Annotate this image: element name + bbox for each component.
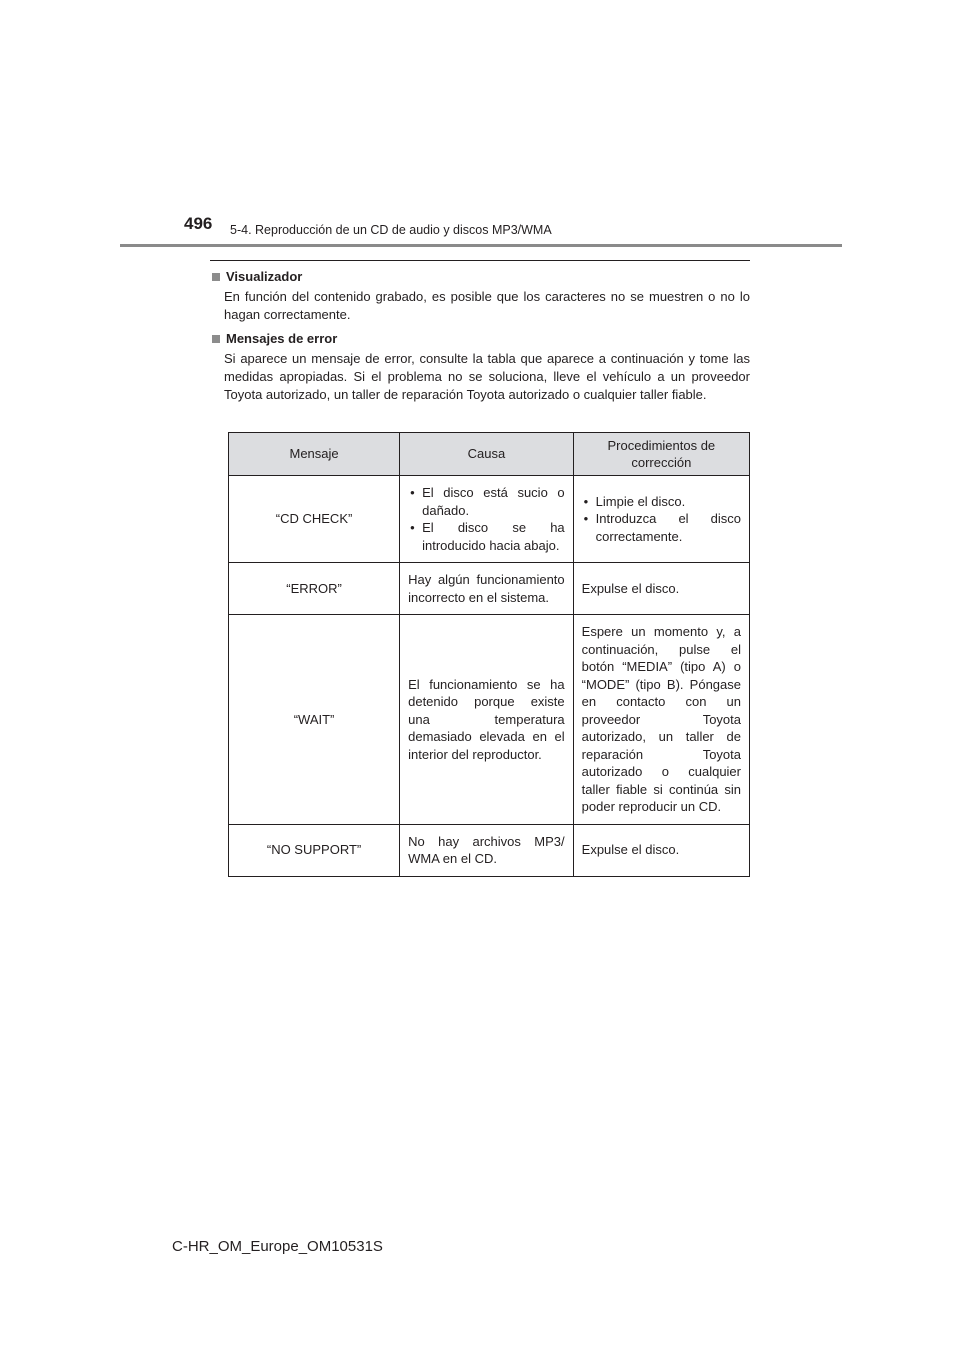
fix-cell: Expulse el disco. — [573, 824, 749, 876]
cause-item: • El disco está sucio o dañado. — [408, 484, 565, 519]
errores-section — [210, 330, 750, 404]
table-header-row — [229, 433, 750, 476]
visualizador-text: En función del contenido grabado, es posible que los caracteres no se muestren o no lo hagan correctamente. — [224, 289, 750, 322]
cause-cell: Hay algún funcionamiento incorrecto en el sistema. — [400, 563, 574, 615]
square-bullet-icon — [212, 273, 220, 281]
cause-item: • El disco se ha introducido hacia abajo. — [408, 519, 565, 554]
fix-cell: Espere un momento y, a continuación, pulse el botón “MEDIA” (tipo A) o “MODE” (tipo B). Póngase en contacto con un proveedor Toyota autorizado, un taller de reparación Toyota autorizado o cualquier taller fiable si continúa sin poder reproducir un CD. — [573, 615, 749, 825]
table-row — [229, 476, 750, 563]
square-bullet-icon — [212, 335, 220, 343]
header-mensaje: Mensaje — [229, 433, 400, 476]
page-number: 496 — [184, 214, 213, 233]
header-procedimientos: Procedimientos de corrección — [573, 433, 749, 476]
fix-item: • Limpie el disco. — [582, 493, 741, 511]
cause-cell: No hay archivos MP3/ WMA en el CD. — [400, 824, 574, 876]
table-row — [229, 615, 750, 825]
message-cell: “ERROR” — [229, 563, 400, 615]
visualizador-heading — [210, 268, 750, 286]
fix-cell — [573, 476, 749, 563]
visualizador-section — [210, 268, 750, 324]
error-messages-table — [228, 432, 750, 877]
errores-heading — [210, 330, 750, 348]
cause-cell: El funcionamiento se ha detenido porque existe una temperatura demasiado elevada en el interior del reproductor. — [400, 615, 574, 825]
section-title: 5-4. Reproducción de un CD de audio y discos MP3/WMA — [230, 223, 552, 237]
fix-cell: Expulse el disco. — [573, 563, 749, 615]
content-divider — [210, 260, 750, 261]
errores-title: Mensajes de error — [226, 331, 338, 346]
table-row — [229, 563, 750, 615]
fix-item: • Introduzca el disco correctamente. — [582, 510, 741, 545]
message-cell: “WAIT” — [229, 615, 400, 825]
header-divider — [120, 244, 842, 247]
message-cell: “CD CHECK” — [229, 476, 400, 563]
errores-text: Si aparece un mensaje de error, consulte la tabla que aparece a continuación y tome las medidas apropiadas. Si el problema no se soluciona, lleve el vehículo a un proveedor Toyota autorizado, un taller de reparación Toyota autorizado o cualquier taller fiable. — [224, 351, 750, 402]
table-row — [229, 824, 750, 876]
document-code: C-HR_OM_Europe_OM10531S — [172, 1238, 383, 1255]
visualizador-title: Visualizador — [226, 269, 303, 284]
message-cell: “NO SUPPORT” — [229, 824, 400, 876]
cause-cell — [400, 476, 574, 563]
header-causa: Causa — [400, 433, 574, 476]
